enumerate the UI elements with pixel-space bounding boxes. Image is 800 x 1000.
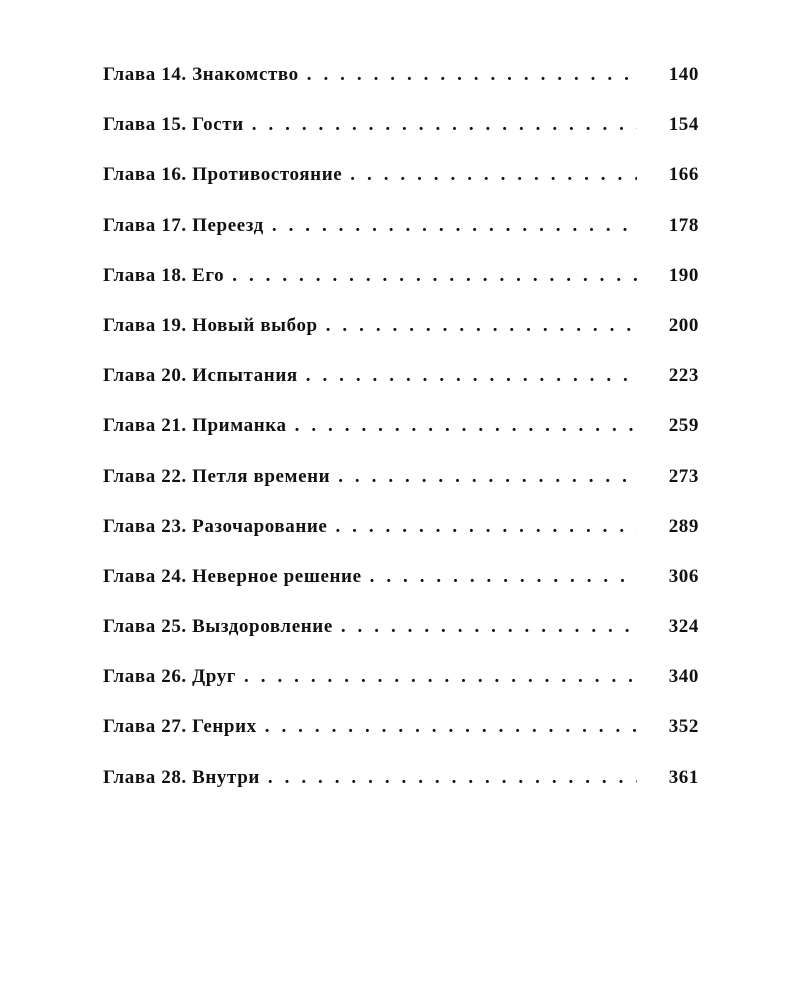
page-number: 306 xyxy=(668,565,699,587)
chapter-title: Глава 17. Переезд xyxy=(103,214,264,236)
page-number: 154 xyxy=(668,114,699,136)
dot-leader xyxy=(272,215,637,237)
dot-leader xyxy=(265,716,637,738)
dot-leader xyxy=(295,415,637,437)
page-number: 361 xyxy=(668,766,699,788)
dot-leader xyxy=(252,114,637,136)
page-number: 190 xyxy=(668,264,699,286)
chapter-title: Глава 21. Приманка xyxy=(103,415,287,437)
chapter-title: Глава 28. Внутри xyxy=(103,766,260,788)
toc-entry xyxy=(103,616,699,666)
chapter-title: Глава 20. Испытания xyxy=(103,365,298,387)
chapter-title: Глава 15. Гости xyxy=(103,114,244,136)
page-number: 289 xyxy=(668,515,699,537)
toc-entry xyxy=(103,716,699,766)
page-number: 340 xyxy=(668,666,699,688)
page-number: 166 xyxy=(668,164,699,186)
chapter-title: Глава 22. Петля времени xyxy=(103,465,331,487)
dot-leader xyxy=(244,666,637,688)
toc-entry xyxy=(103,516,699,566)
dot-leader xyxy=(306,365,637,387)
toc-entry xyxy=(103,164,699,214)
dot-leader xyxy=(335,516,637,538)
toc-entry xyxy=(103,466,699,516)
toc-entry xyxy=(103,415,699,465)
toc-entry xyxy=(103,64,699,114)
page-number: 352 xyxy=(668,716,699,738)
dot-leader xyxy=(350,164,637,186)
page-number: 324 xyxy=(668,616,699,638)
toc-entry xyxy=(103,666,699,716)
dot-leader xyxy=(338,466,637,488)
chapter-title: Глава 26. Друг xyxy=(103,666,237,688)
toc-entry xyxy=(103,566,699,616)
chapter-title: Глава 14. Знакомство xyxy=(103,64,299,85)
chapter-title: Глава 27. Генрих xyxy=(103,716,257,738)
chapter-title: Глава 23. Разочарование xyxy=(103,515,328,537)
toc-entry xyxy=(103,265,699,315)
chapter-title: Глава 18. Его xyxy=(103,264,225,286)
dot-leader xyxy=(268,767,637,789)
dot-leader xyxy=(370,566,637,588)
chapter-title: Глава 16. Противостояние xyxy=(103,164,343,186)
page-number: 200 xyxy=(668,314,699,336)
toc-entry xyxy=(103,315,699,365)
toc-entry xyxy=(103,114,699,164)
dot-leader xyxy=(326,315,637,337)
dot-leader xyxy=(341,616,637,638)
dot-leader xyxy=(232,265,637,287)
page-number: 259 xyxy=(668,415,699,437)
page-number: 140 xyxy=(668,64,699,85)
toc-entry xyxy=(103,215,699,265)
chapter-title: Глава 24. Неверное решение xyxy=(103,565,362,587)
page-number: 273 xyxy=(668,465,699,487)
dot-leader xyxy=(307,64,637,86)
toc-entry xyxy=(103,767,699,817)
chapter-title: Глава 19. Новый выбор xyxy=(103,314,318,336)
toc-entry xyxy=(103,365,699,415)
chapter-title: Глава 25. Выздоровление xyxy=(103,616,333,638)
table-of-contents xyxy=(103,64,699,817)
page-number: 178 xyxy=(668,214,699,236)
page-number: 223 xyxy=(668,365,699,387)
